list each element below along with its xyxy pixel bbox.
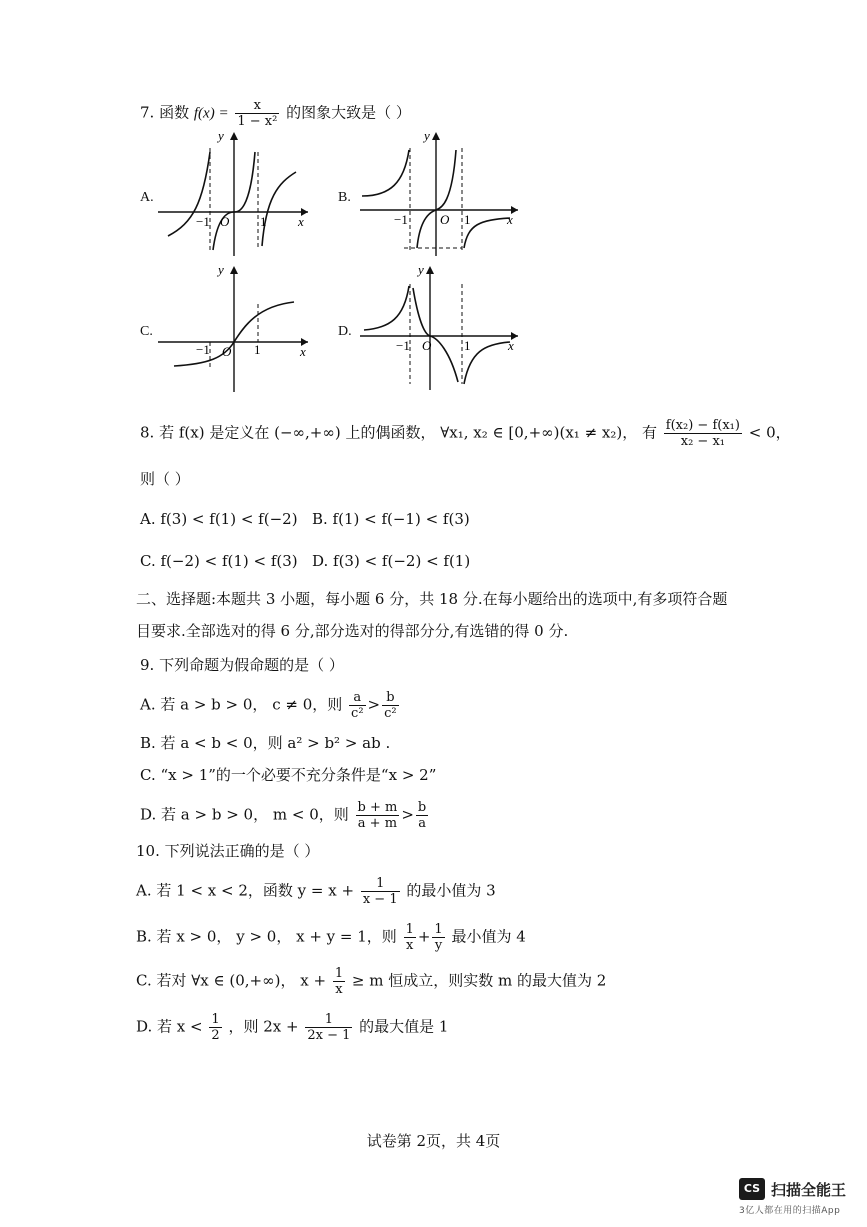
q10-d-den: 2x − 1 bbox=[307, 1028, 351, 1043]
q7-d-tick-neg: −1 bbox=[396, 338, 410, 353]
q8-option-d: D. f(3) < f(−2) < f(1) bbox=[312, 552, 471, 570]
q7-c-tick-neg: −1 bbox=[196, 342, 210, 357]
q9-option-c: C. “x > 1”的一个必要不充分条件是“x > 2” bbox=[140, 766, 437, 784]
q9-d-op: > bbox=[401, 805, 414, 824]
q10-b-den-1: x bbox=[406, 938, 414, 953]
section2-line1: 二、选择题:本题共 3 小题，每小题 6 分，共 18 分.在每小题给出的选项中,有多项符合题 bbox=[136, 590, 728, 608]
q10-b-fraction-2 bbox=[432, 922, 444, 953]
q7-graph-a bbox=[158, 128, 318, 258]
scanner-logo-name: 扫描全能王 bbox=[771, 1181, 847, 1199]
q9-d-den-2: a bbox=[418, 816, 426, 831]
q7-a-tick-neg: −1 bbox=[196, 214, 210, 229]
q7-c-origin: O bbox=[222, 344, 232, 359]
q8-frac-tail: < 0， bbox=[748, 423, 791, 442]
q9-d-fraction-2 bbox=[416, 800, 428, 831]
q7-option-a-label: A. bbox=[140, 190, 154, 205]
q10-b-fraction-1 bbox=[404, 922, 416, 953]
q10-d-fraction-half bbox=[209, 1012, 221, 1043]
q9-option-b: B. 若 a < b < 0，则 a² > b² > ab . bbox=[140, 734, 391, 752]
section2-line2: 目要求.全部选对的得 6 分,部分选对的得部分分,有选错的得 0 分. bbox=[136, 622, 569, 640]
q10-a-fraction bbox=[361, 876, 400, 907]
q7-option-c-label: C. bbox=[140, 324, 153, 339]
q10-d-pre: D. 若 x < bbox=[136, 1017, 203, 1036]
q10-d-den-0: 2 bbox=[211, 1028, 220, 1043]
q9-d-num-2: b bbox=[417, 800, 427, 815]
q10-b-post: 最小值为 4 bbox=[451, 927, 526, 946]
q10-d-post: 的最大值是 1 bbox=[359, 1017, 449, 1036]
q7-func-den: 1 − x² bbox=[237, 114, 278, 129]
q10-c-num: 1 bbox=[334, 966, 344, 981]
q9-a-pre: A. 若 a > b > 0， c ≠ 0，则 bbox=[140, 695, 343, 714]
q7-stem-suffix: 的图象大致是（ ） bbox=[286, 103, 411, 122]
q9-a-den-1: c² bbox=[351, 706, 364, 721]
scanner-logo-subtitle: 3亿人都在用的扫描App bbox=[739, 1206, 841, 1216]
q8-fraction bbox=[664, 418, 742, 449]
q10-a-pre: A. 若 1 < x < 2，函数 y = x + bbox=[136, 881, 355, 900]
q8-stem-a: 8. 若 f(x) 是定义在 (−∞,+∞) 上的偶函数， ∀x₁, x₂ ∈ [0,+∞)(x₁ ≠ x₂)， 有 bbox=[140, 423, 658, 442]
q7-d-axis-y: y bbox=[418, 262, 424, 277]
q10-b-num-2: 1 bbox=[434, 922, 443, 937]
q7-a-axis-y: y bbox=[218, 128, 224, 143]
q7-graph-c bbox=[158, 262, 318, 394]
q10-d-num: 1 bbox=[305, 1012, 352, 1028]
q7-c-tick-pos: 1 bbox=[254, 342, 261, 357]
q8-option-b: B. f(1) < f(−1) < f(3) bbox=[312, 510, 470, 528]
q9-option-a bbox=[140, 690, 401, 721]
q10-c-pre: C. 若对 ∀x ∈ (0,+∞)， x + bbox=[136, 971, 327, 990]
q9-d-fraction-1 bbox=[356, 800, 400, 831]
q7-a-axis-x: x bbox=[298, 214, 304, 229]
q7-d-origin: O bbox=[422, 338, 432, 353]
q8-option-c: C. f(−2) < f(1) < f(3) bbox=[140, 552, 298, 570]
q7-func-num: x bbox=[235, 98, 279, 114]
q8-frac-den: x₂ − x₁ bbox=[680, 434, 725, 449]
q7-b-axis-x: x bbox=[507, 212, 513, 227]
q7-c-axis-y: y bbox=[218, 262, 224, 277]
q7-b-tick-pos: 1 bbox=[464, 212, 471, 227]
q9-d-pre: D. 若 a > b > 0， m < 0，则 bbox=[140, 805, 349, 824]
q10-d-mid: ，则 2x + bbox=[228, 1017, 299, 1036]
q8-option-a: A. f(3) < f(1) < f(−2) bbox=[140, 510, 298, 528]
q7-func-fraction bbox=[235, 98, 279, 129]
q7-stem bbox=[140, 98, 411, 129]
q7-b-tick-neg: −1 bbox=[394, 212, 408, 227]
q7-b-axis-y: y bbox=[424, 128, 430, 143]
q10-c-fraction bbox=[333, 966, 345, 997]
q7-a-origin: O bbox=[220, 214, 230, 229]
q9-a-fraction-1 bbox=[349, 690, 366, 721]
q7-a-tick-pos: 1 bbox=[260, 214, 267, 229]
q7-d-tick-pos: 1 bbox=[464, 338, 471, 353]
q10-option-c bbox=[136, 966, 606, 997]
q10-b-plus: + bbox=[417, 927, 431, 946]
q9-option-d bbox=[140, 800, 430, 831]
scanner-logo-icon: CS bbox=[739, 1178, 765, 1200]
q9-a-op: > bbox=[367, 695, 381, 714]
q10-a-den: x − 1 bbox=[362, 892, 398, 907]
q8-frac-num: f(x₂) − f(x₁) bbox=[665, 418, 740, 433]
q10-option-a bbox=[136, 876, 496, 907]
q9-d-num-1: b + m bbox=[357, 800, 398, 815]
q7-option-d-label: D. bbox=[338, 324, 352, 339]
q8-stem-b: 则（ ） bbox=[140, 470, 190, 488]
q10-b-pre: B. 若 x > 0， y > 0， x + y = 1，则 bbox=[136, 927, 397, 946]
q9-stem: 9. 下列命题为假命题的是（ ） bbox=[140, 656, 344, 674]
q9-d-den-1: a + m bbox=[357, 816, 398, 831]
q10-option-d bbox=[136, 1012, 448, 1043]
q10-d-num-0: 1 bbox=[211, 1012, 220, 1027]
q7-stem-prefix: 7. 函数 bbox=[140, 103, 190, 122]
q7-graph-d bbox=[360, 262, 525, 394]
q7-graph-b bbox=[360, 128, 525, 258]
q7-b-origin: O bbox=[440, 212, 450, 227]
q7-d-axis-x: x bbox=[508, 338, 514, 353]
scanner-logo bbox=[739, 1176, 857, 1220]
q10-c-den: x bbox=[335, 982, 343, 997]
q10-a-num: 1 bbox=[361, 876, 400, 892]
q10-a-post: 的最小值为 3 bbox=[406, 881, 496, 900]
q9-a-num-2: b bbox=[382, 690, 399, 706]
q9-a-num-1: a bbox=[349, 690, 366, 706]
q7-func-lhs: f(x) = bbox=[193, 105, 229, 122]
q10-c-post: ≥ m 恒成立，则实数 m 的最大值为 2 bbox=[351, 971, 607, 990]
q9-a-den-2: c² bbox=[384, 706, 397, 721]
q10-stem: 10. 下列说法正确的是（ ） bbox=[136, 842, 320, 860]
q10-b-num-1: 1 bbox=[405, 922, 414, 937]
q10-b-den-2: y bbox=[434, 938, 443, 953]
q7-option-b-label: B. bbox=[338, 190, 351, 205]
q10-d-fraction bbox=[305, 1012, 352, 1043]
q10-option-b bbox=[136, 922, 526, 953]
q8-stem bbox=[140, 418, 791, 449]
q9-a-fraction-2 bbox=[382, 690, 399, 721]
q7-c-axis-x: x bbox=[300, 344, 306, 359]
page-footer: 试卷第 2页，共 4页 bbox=[366, 1132, 501, 1150]
